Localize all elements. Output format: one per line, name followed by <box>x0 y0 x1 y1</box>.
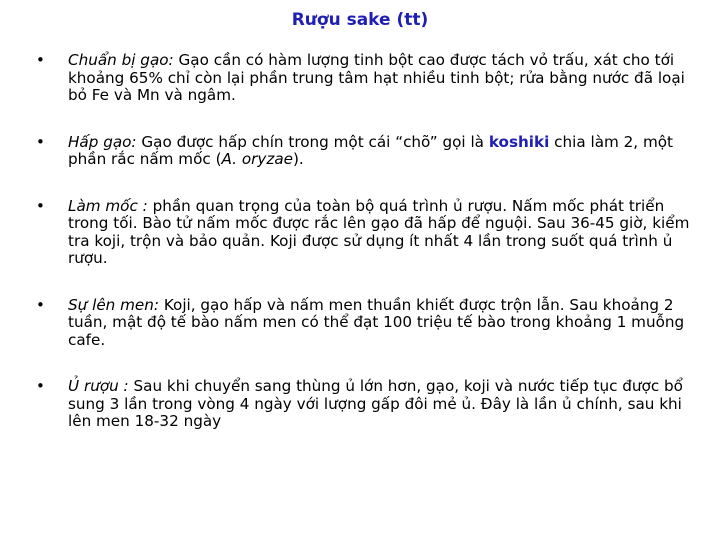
bullet-lead: Hấp gạo: <box>68 132 137 151</box>
bullet-text: Koji, gạo hấp và nấm men thuần khiết được trộn lẫn. Sau khoảng 2 tuần, mật độ tế bào nấm men có thể đạt 100 triệu tế bào trong khoảng 1 muỗng cafe. <box>68 295 685 349</box>
bullet-lead: Ủ rượu : <box>68 377 129 395</box>
bullet-text: chia làm 2, một phần rắc nấm mốc ( <box>68 132 673 168</box>
bullet-icon: • <box>36 196 45 215</box>
bullet-icon: • <box>36 132 45 151</box>
bullet-list <box>36 52 696 460</box>
bullet-lead: Làm mốc : <box>68 196 148 215</box>
bullet-item-su-len-men <box>36 297 696 350</box>
bullet-text: Gạo cần có hàm lượng tinh bột cao được tách vỏ trấu, xát cho tới khoảng 65% chỉ còn lại phần trung tâm hạt nhiều tinh bột; rửa bằng nước đã loại bỏ Fe và Mn và ngâm. <box>68 51 685 104</box>
bullet-text: Sau khi chuyển sang thùng ủ lớn hơn, gạo, koji và nước tiếp tục được bổ sung 3 lần trong vòng 4 ngày với lượng gấp đôi mẻ ủ. Đây là lần ủ chính, sau khi lên men 18-32 ngày <box>68 377 683 430</box>
bullet-lead: Chuẩn bị gạo: <box>68 51 174 69</box>
species-name: A. oryzae <box>221 150 293 168</box>
bullet-icon: • <box>36 295 45 314</box>
bullet-text: ). <box>292 150 304 168</box>
bullet-text: phần quan trọng của toàn bộ quá trình ủ rượu. Nấm mốc phát triển trong tối. Bào tử nấm mốc được rắc lên gạo đã hấp để nguội. Sau 36-45 giờ, kiểm tra koji, trộn và bảo quản. Koji được sử dụng ít nhất 4 lần trong suốt quá trình ủ rượu. <box>68 196 690 267</box>
bullet-icon: • <box>36 51 45 69</box>
bullet-item-lam-moc <box>36 198 696 268</box>
bullet-icon: • <box>36 377 45 395</box>
bullet-lead: Sự lên men: <box>68 295 159 314</box>
slide-title: Rượu sake (tt) <box>291 10 429 30</box>
bullet-item-u-ruou <box>36 378 696 431</box>
highlight-term: koshiki <box>488 132 550 151</box>
bullet-text: Gạo được hấp chín trong một cái “chõ” gọi là <box>136 132 489 151</box>
bullet-item-hap-gao <box>36 134 696 169</box>
bullet-item-chuan-bi-gao <box>36 52 696 105</box>
